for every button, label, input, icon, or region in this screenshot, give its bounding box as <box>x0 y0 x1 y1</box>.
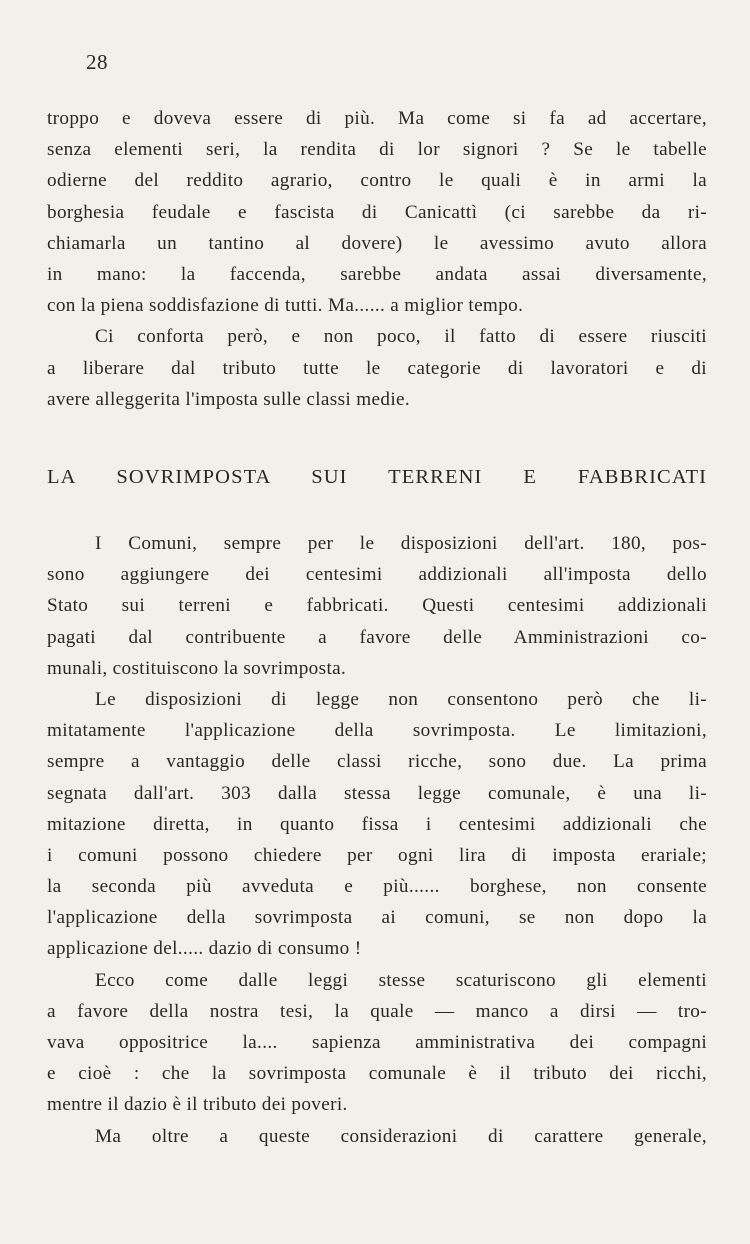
text-line: mentre il dazio è il tributo dei poveri. <box>47 1094 348 1116</box>
text-line: con la piena soddisfazione di tutti. Ma...... a miglior tempo. <box>47 295 524 317</box>
text-line: Stato sui terreni e fabbricati. Questi centesimi addizionali <box>47 595 707 617</box>
text-line: mitatamente l'applicazione della sovrimposta. Le limitazioni, <box>47 720 707 742</box>
text-line: borghesia feudale e fascista di Canicattì (ci sarebbe da ri- <box>47 201 707 223</box>
text-line: mitazione diretta, in quanto fissa i centesimi addizionali che <box>47 813 707 835</box>
text-line: I Comuni, sempre per le disposizioni dell'art. 180, pos- <box>95 533 707 554</box>
text-line: chiamarla un tantino al dovere) le avessimo avuto allora <box>47 232 707 254</box>
text-line: i comuni possono chiedere per ogni lira di imposta erariale; <box>47 844 707 866</box>
text-line: sempre a vantaggio delle classi ricche, sono due. La prima <box>47 751 707 773</box>
text-line: Le disposizioni di legge non consentono però che li- <box>95 688 707 710</box>
text-line: applicazione del..... dazio di consumo ! <box>47 938 362 960</box>
text-line: pagati dal contribuente a favore delle Amministrazioni co- <box>47 626 707 648</box>
text-line: vava oppositrice la.... sapienza amministrativa dei compagni <box>47 1032 707 1053</box>
text-line: munali, costituiscono la sovrimposta. <box>47 657 347 679</box>
text-line: avere alleggerita l'imposta sulle classi medie. <box>47 388 411 410</box>
paragraph-block-bottom <box>47 528 707 1152</box>
text-line: a liberare dal tributo tutte le categorie di lavoratori e di <box>47 357 707 379</box>
paragraph-block-top <box>47 103 707 415</box>
text-line: l'applicazione della sovrimposta ai comuni, se non dopo la <box>47 907 707 929</box>
text-line: Ma oltre a queste considerazioni di carattere generale, <box>95 1125 707 1147</box>
text-line: Ecco come dalle leggi stesse scaturiscono gli elementi <box>95 969 707 991</box>
text-line: odierne del reddito agrario, contro le quali è in armi la <box>47 170 707 192</box>
text-line: la seconda più avveduta e più...... borghese, non consente <box>47 876 707 898</box>
text-line: senza elementi seri, la rendita di lor signori ? Se le tabelle <box>47 139 707 161</box>
text-line: segnata dall'art. 303 dalla stessa legge comunale, è una li- <box>47 782 707 804</box>
text-line: a favore della nostra tesi, la quale — manco a dirsi — tro- <box>47 1000 707 1022</box>
section-heading: LA SOVRIMPOSTA SUI TERRENI E FABBRICATI <box>47 466 707 488</box>
text-line: in mano: la faccenda, sarebbe andata assai diversamente, <box>47 263 707 285</box>
text-line: e cioè : che la sovrimposta comunale è il tributo dei ricchi, <box>47 1063 707 1085</box>
text-line: Ci conforta però, e non poco, il fatto di essere riusciti <box>95 326 707 348</box>
text-line: sono aggiungere dei centesimi addizionali all'imposta dello <box>47 564 707 586</box>
text-line: troppo e doveva essere di più. Ma come si fa ad accertare, <box>47 108 707 129</box>
page-number: 28 <box>86 50 108 74</box>
